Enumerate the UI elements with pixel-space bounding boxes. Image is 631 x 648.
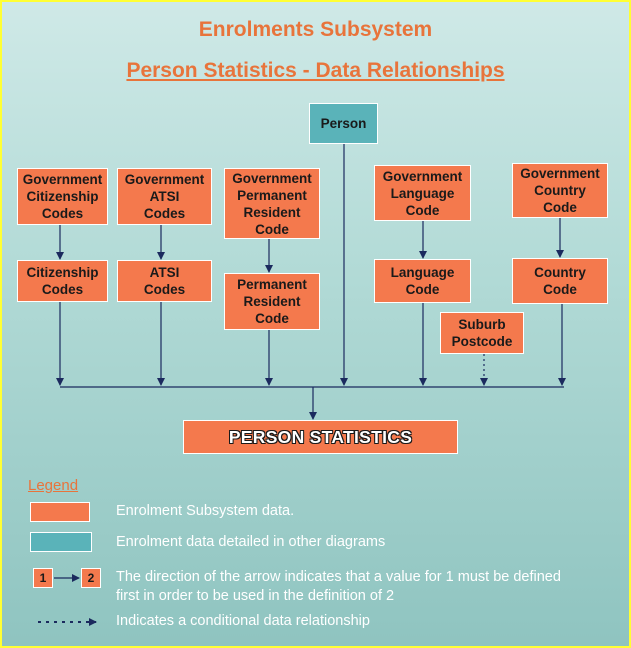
diagram-subtitle: Person Statistics - Data Relationships (126, 59, 505, 82)
legend-swatch-subsystem (30, 502, 90, 522)
node-gov-language-code: Government Language Code (374, 165, 471, 221)
legend-text-arrow: The direction of the arrow indicates that a value for 1 must be defined first in order to be used in the definition of 2 (116, 569, 561, 604)
node-person-statistics: PERSON STATISTICS (183, 420, 458, 454)
node-atsi-codes: ATSI Codes (117, 260, 212, 302)
legend-text-other: Enrolment data detailed in other diagrams (116, 534, 386, 550)
legend-text-conditional: Indicates a conditional data relationship (116, 613, 370, 629)
legend-box-1: 1 (33, 568, 53, 588)
node-gov-atsi-codes: Government ATSI Codes (117, 168, 212, 225)
node-country-code: Country Code (512, 258, 608, 304)
legend-text-subsystem: Enrolment Subsystem data. (116, 503, 295, 519)
node-citizenship-codes: Citizenship Codes (17, 260, 108, 302)
node-suburb-postcode: Suburb Postcode (440, 312, 524, 354)
node-gov-permanent-resident-code: Government Permanent Resident Code (224, 168, 320, 239)
diagram-canvas (2, 2, 629, 646)
node-gov-citizenship-codes: Government Citizenship Codes (17, 168, 108, 225)
diagram-title: Enrolments Subsystem (198, 18, 433, 41)
node-person: Person (309, 103, 378, 144)
legend-title: Legend (28, 477, 79, 494)
legend-swatch-other (30, 532, 92, 552)
node-permanent-resident-code: Permanent Resident Code (224, 273, 320, 330)
legend-box-2: 2 (81, 568, 101, 588)
node-gov-country-code: Government Country Code (512, 163, 608, 218)
node-language-code: Language Code (374, 259, 471, 303)
